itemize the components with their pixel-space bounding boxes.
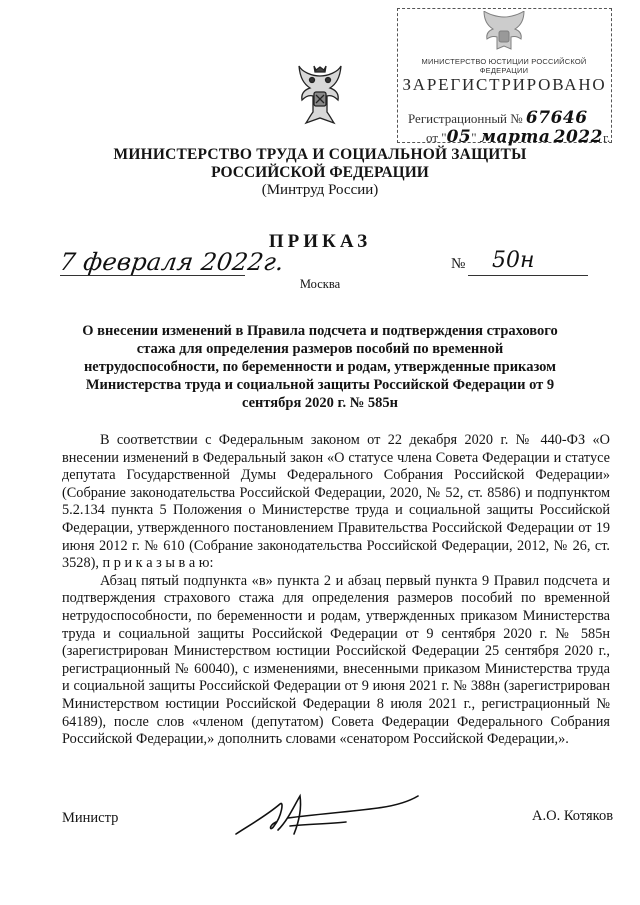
stamp-registration-label: Регистрационный №	[408, 111, 523, 126]
stamp-date-mid: "	[471, 130, 477, 145]
stamp-registration-number: 67646	[525, 108, 588, 128]
stamp-registered-label: ЗАРЕГИСТРИРОВАНО	[402, 75, 607, 94]
order-number-sign: №	[451, 256, 466, 272]
ministry-name-line2: РОССИЙСКОЙ ФЕДЕРАЦИИ	[211, 164, 429, 181]
document-type: ПРИКАЗ	[268, 231, 372, 252]
coat-of-arms-icon	[296, 62, 344, 126]
order-number: 50н	[492, 248, 535, 273]
registration-stamp	[397, 8, 612, 147]
body-paragraph-2: Абзац пятый подпункта «в» пункта 2 и абзац первый пункта 9 Правил подсчета и подтверждения страхового стажа для определения размеров пособий по временной нетрудоспособности, по беременности и родам, утвержденных приказом Министерства труда и социальной защиты Российской Федерации от 9 сентября 2020 г. № 585н (зарегистрирован Министерством юстиции Российской Федерации 25 сентября 2020 г., регистрационный № 60040), с изменениями, внесенными приказом Министерства труда и социальной защиты Российской Федерации от 9 июня 2021 г. № 388н (зарегистрирован Министерством юстиции Российской Федерации 8 июля 2021 г., регистрационный № 64189), после слов «членом (депутатом) Совета Федерации Федерального Собрания Российской Федерации,» дополнить словами «сенатором Российской Федерации,».	[62, 572, 610, 748]
document-title: О внесении изменений в Правила подсчета и подтверждения страхового стажа для определения размеров пособий по временной нетрудоспособности, по беременности и родам, утвержденные приказом Министерства труда и социальной защиты Российской Федерации от 9 сентября 2020 г. № 585н	[82, 323, 558, 411]
stamp-date-day: 05	[446, 127, 472, 147]
handwritten-signature-icon	[228, 786, 428, 846]
stamp-ministry-name: МИНИСТЕРСТВО ЮСТИЦИИ РОССИЙСКОЙ ФЕДЕРАЦИИ	[421, 57, 587, 75]
body-paragraph-1: В соответствии с Федеральным законом от 22 декабря 2020 г. № 440-ФЗ «О внесении изменений в Федеральный закон «О статусе члена Совета Федерации и статусе депутата Государственной Думы Федерального Собрания Российской Федерации» (Собрание законодательства Российской Федерации, 2020, № 52, ст. 8586) и подпунктом 5.2.134 пункта 5 Положения о Министерстве труда и социальной защиты Российской Федерации, утвержденного постановлением Правительства Российской Федерации от 19 июня 2012 г. № 610 (Собрание законодательства Российской Федерации, 2012, № 26, ст. 3528), п р и к а з ы в а ю:	[62, 432, 610, 572]
signatory-name: А.О. Котяков	[532, 808, 614, 824]
number-underline	[468, 275, 588, 276]
signatory-position: Министр	[62, 810, 119, 826]
stamp-date-prefix: от "	[426, 130, 447, 145]
order-date: 7 февраля 2022г.	[58, 248, 286, 276]
stamp-emblem-icon	[478, 11, 530, 57]
stamp-date-month: марта	[479, 127, 551, 147]
document-body	[62, 432, 610, 749]
ministry-short-name: (Минтруд России)	[261, 182, 379, 198]
stamp-registration-line	[408, 108, 588, 128]
city: Москва	[299, 277, 341, 291]
stamp-date-suffix: г.	[602, 130, 611, 145]
ministry-name-line1: МИНИСТЕРСТВО ТРУДА И СОЦИАЛЬНОЙ ЗАЩИТЫ	[113, 146, 527, 163]
stamp-date-line	[426, 127, 610, 147]
stamp-date-year: 2022	[553, 127, 603, 147]
date-underline	[60, 275, 245, 276]
